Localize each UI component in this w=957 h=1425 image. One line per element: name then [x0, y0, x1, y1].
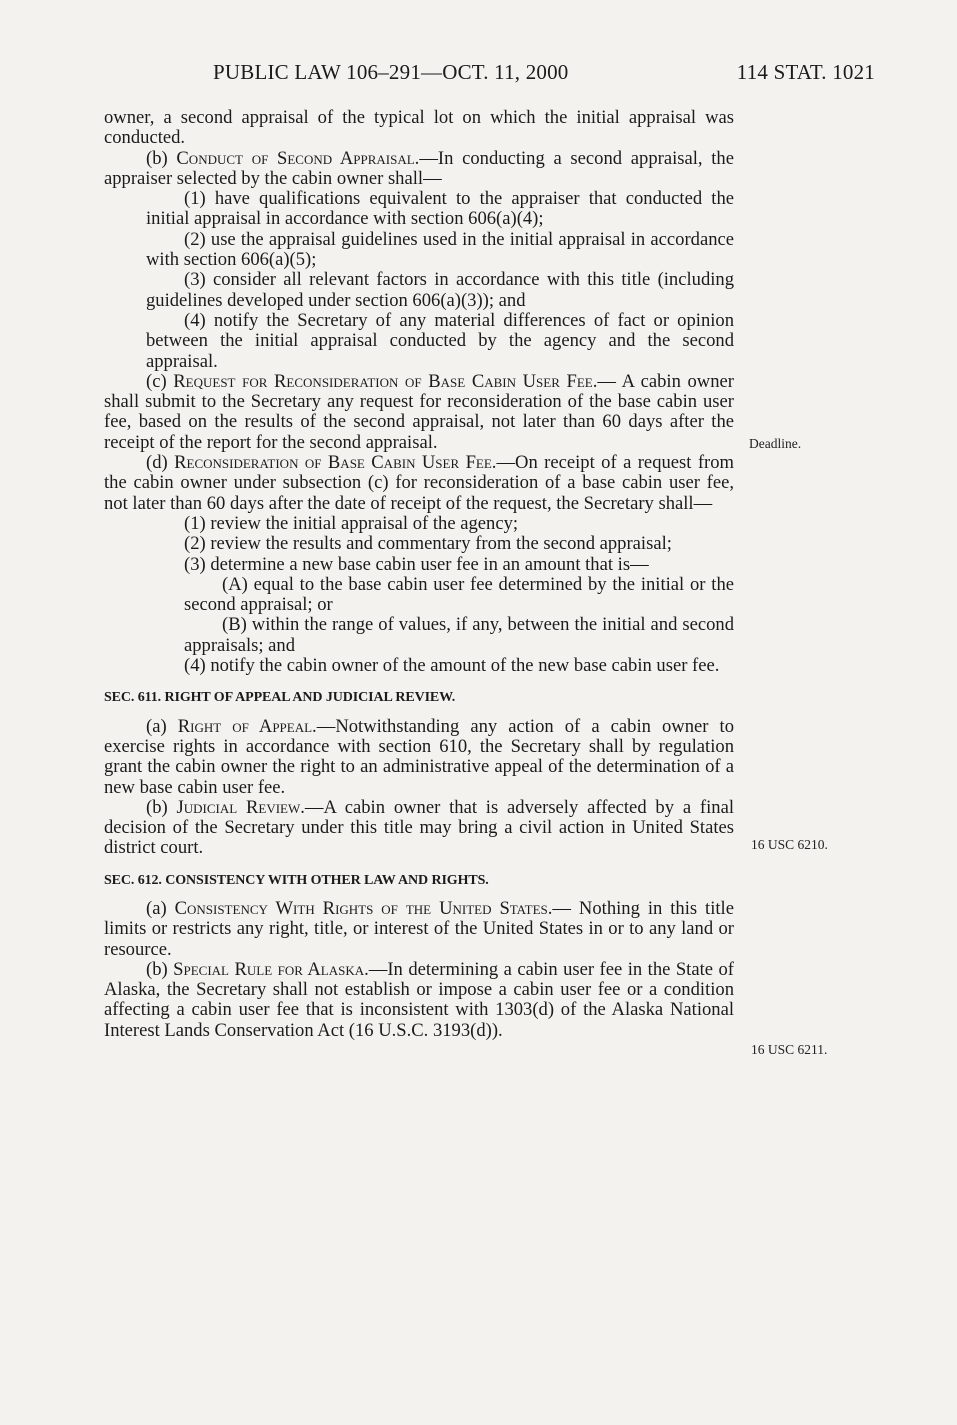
paragraph-d3: (3) determine a new base cabin user fee in an amount that is—: [184, 553, 649, 575]
subsection-b: (b) Conduct of Second Appraisal.—In conducting a second appraisal, the appraiser selected by the cabin owner shall—: [104, 147, 734, 189]
subsection-heading: Judicial Review.: [176, 796, 305, 818]
subparagraph-dB: (B) within the range of values, if any, between the initial and second appraisals; and: [184, 614, 734, 656]
paragraph-b1: (1) have qualifications equivalent to the appraiser that conducted the initial appraisal in accordance with section 606(a)(4);: [146, 188, 734, 230]
margin-note-usc-6210: 16 USC 6210.: [751, 837, 828, 852]
subsection-d: (d) Reconsideration of Base Cabin User Fee.—On receipt of a request from the cabin owner under subsection (c) for reconsideration of a base cabin user fee, not later than 60 days after the date of receipt of the request, the Secretary shall—: [104, 452, 734, 514]
page-body: [104, 108, 734, 1041]
subsection-heading: Consistency With Rights of the United States.: [174, 897, 553, 919]
paragraph-continuation: owner, a second appraisal of the typical lot on which the initial appraisal was conducted.: [104, 107, 734, 149]
section-611-a: (a) Right of Appeal.—Notwithstanding any action of a cabin owner to exercise rights in accordance with section 610, the Secretary shall by regulation grant the cabin owner the right to an administrative appeal of the determination of a new base cabin user fee.: [104, 715, 734, 798]
margin-note-deadline: Deadline.: [749, 436, 802, 451]
section-611-heading: SEC. 611. RIGHT OF APPEAL AND JUDICIAL REVIEW.: [104, 690, 456, 706]
subsection-heading: Special Rule for Alaska.: [173, 958, 369, 980]
paragraph-d4: (4) notify the cabin owner of the amount of the new base cabin user fee.: [184, 655, 720, 677]
paragraph-d1: (1) review the initial appraisal of the agency;: [184, 512, 519, 534]
margin-note-usc-6211: 16 USC 6211.: [751, 1042, 828, 1057]
page-header: [213, 60, 875, 85]
paragraph-d2: (2) review the results and commentary from the second appraisal;: [184, 533, 672, 555]
section-612-a: (a) Consistency With Rights of the United States.— Nothing in this title limits or restricts any right, title, or interest of the United States in or to any land or resource.: [104, 897, 734, 960]
paragraph-b3: (3) consider all relevant factors in accordance with this title (including guidelines developed under section 606(a)(3)); and: [146, 269, 734, 311]
header-stat-page: 114 STAT. 1021: [736, 60, 875, 84]
section-612-b: (b) Special Rule for Alaska.—In determining a cabin user fee in the State of Alaska, the Secretary shall not establish or impose a cabin user fee or a condition affecting a cabin user fee that is inconsistent with 1303(d) of the Alaska National Interest Lands Conservation Act (16 U.S.C. 3193(d)).: [104, 958, 734, 1041]
section-611-b: (b) Judicial Review.—A cabin owner that is adversely affected by a final decision of the Secretary under this title may bring a civil action in United States district court.: [104, 796, 734, 859]
paragraph-b4: (4) notify the Secretary of any material differences of fact or opinion between the initial appraisal conducted by the agency and the second appraisal.: [146, 309, 734, 372]
subparagraph-dA: (A) equal to the base cabin user fee determined by the initial or the second appraisal; or: [184, 573, 734, 616]
subsection-heading: Request for Reconsideration of Base Cabin User Fee.: [173, 370, 598, 392]
header-public-law: PUBLIC LAW 106–291—OCT. 11, 2000: [213, 60, 569, 84]
subsection-heading: Conduct of Second Appraisal.: [176, 147, 420, 169]
subsection-heading: Right of Appeal.: [177, 715, 317, 737]
subsection-heading: Reconsideration of Base Cabin User Fee.: [174, 452, 497, 474]
paragraph-b2: (2) use the appraisal guidelines used in the initial appraisal in accordance with section 606(a)(5);: [146, 228, 734, 271]
section-612-heading: SEC. 612. CONSISTENCY WITH OTHER LAW AND RIGHTS.: [104, 872, 489, 888]
subsection-c: (c) Request for Reconsideration of Base Cabin User Fee.— A cabin owner shall submit to the Secretary any request for reconsideration of the base cabin user fee, based on the results of the second appraisal, not later than 60 days after the receipt of the report for the second appraisal.: [104, 370, 734, 453]
